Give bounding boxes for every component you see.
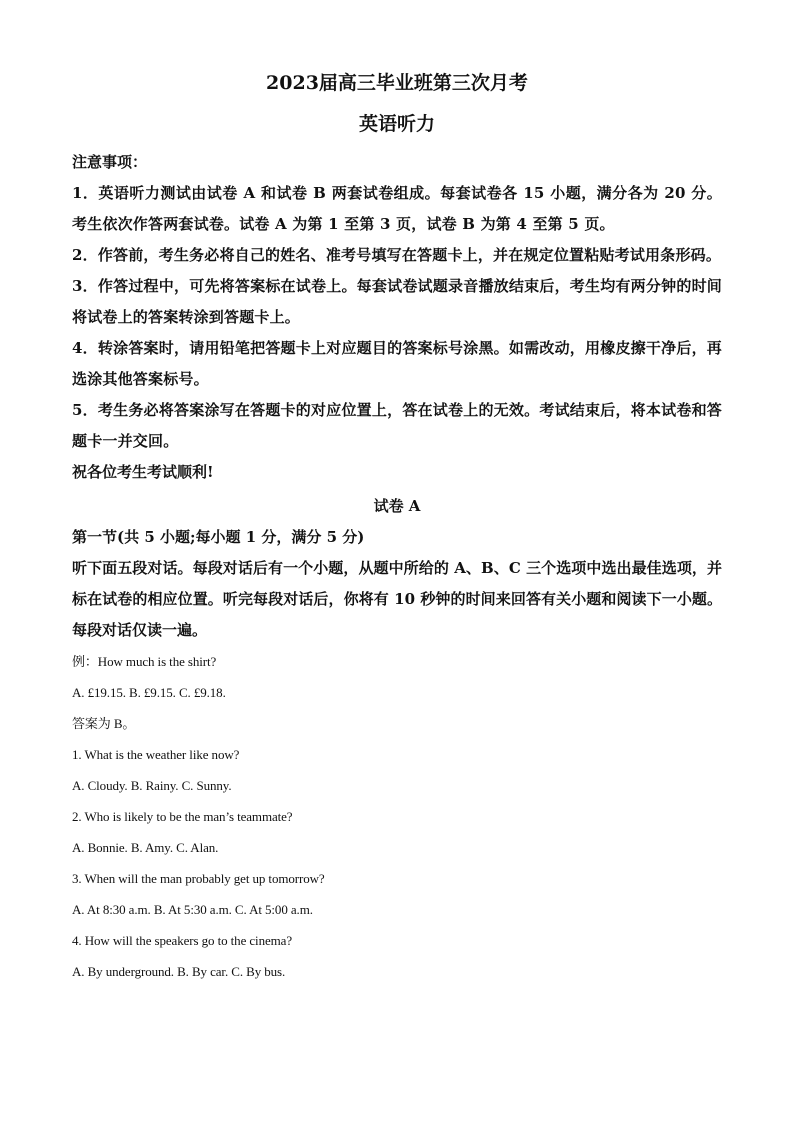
question-3: 3. When will the man probably get up tomorrow?: [72, 871, 325, 886]
question-1-options: A. Cloudy. B. Rainy. C. Sunny.: [72, 778, 232, 793]
exam-title: 2023届高三毕业班第三次月考: [266, 72, 528, 94]
question-2-options: A. Bonnie. B. Amy. C. Alan.: [72, 840, 219, 855]
part-title: 第一节(共 5 小题;每小题 1 分，满分 5 分): [72, 528, 365, 546]
question-4: 4. How will the speakers go to the cinema?: [72, 933, 292, 948]
question-2: 2. Who is likely to be the man’s teammate?: [72, 809, 293, 824]
question-4-options: A. By underground. B. By car. C. By bus.: [72, 964, 286, 979]
example-answer: 答案为 B。: [72, 716, 136, 731]
section-title: 试卷 A: [373, 497, 421, 515]
notice-item-5: 5．考生务必将答案涂写在答题卡的对应位置上，答在试卷上的无效。考试结束后，将本试卷和答题卡一并交回。: [72, 401, 722, 450]
question-3-options: A. At 8:30 a.m. B. At 5:30 a.m. C. At 5:00 a.m.: [72, 902, 313, 917]
notice-item-4: 4．转涂答案时，请用铅笔把答题卡上对应题目的答案标号涂黑。如需改动，用橡皮擦干净后，再选涂其他答案标号。: [72, 339, 722, 388]
notice-item-1: 1．英语听力测试由试卷 A 和试卷 B 两套试卷组成。每套试卷各 15 小题，满分各为 20 分。考生依次作答两套试卷。试卷 A 为第 1 至第 3 页，试卷 B 为第 4 至第 5 页。: [72, 184, 722, 233]
example-options: A. £19.15. B. £9.15. C. £9.18.: [72, 685, 226, 700]
part-instructions: 听下面五段对话。每段对话后有一个小题，从题中所给的 A、B、C 三个选项中选出最佳选项，并标在试卷的相应位置。听完每段对话后，你将有 10 秒钟的时间来回答有关小题和阅读下一小题。每段对话仅读一遍。: [72, 559, 722, 639]
exam-subtitle: 英语听力: [358, 113, 435, 135]
example-question: 例：How much is the shirt?: [72, 654, 217, 669]
notice-item-3: 3．作答过程中，可先将答案标在试卷上。每套试卷试题录音播放结束后，考生均有两分钟的时间将试卷上的答案转涂到答题卡上。: [72, 277, 722, 326]
notice-heading: 注意事项：: [72, 153, 148, 171]
good-luck-wish: 祝各位考生考试顺利!: [72, 463, 214, 481]
question-1: 1. What is the weather like now?: [72, 747, 240, 762]
notice-item-2: 2．作答前，考生务必将自己的姓名、准考号填写在答题卡上，并在规定位置粘贴考试用条形码。: [72, 246, 722, 264]
